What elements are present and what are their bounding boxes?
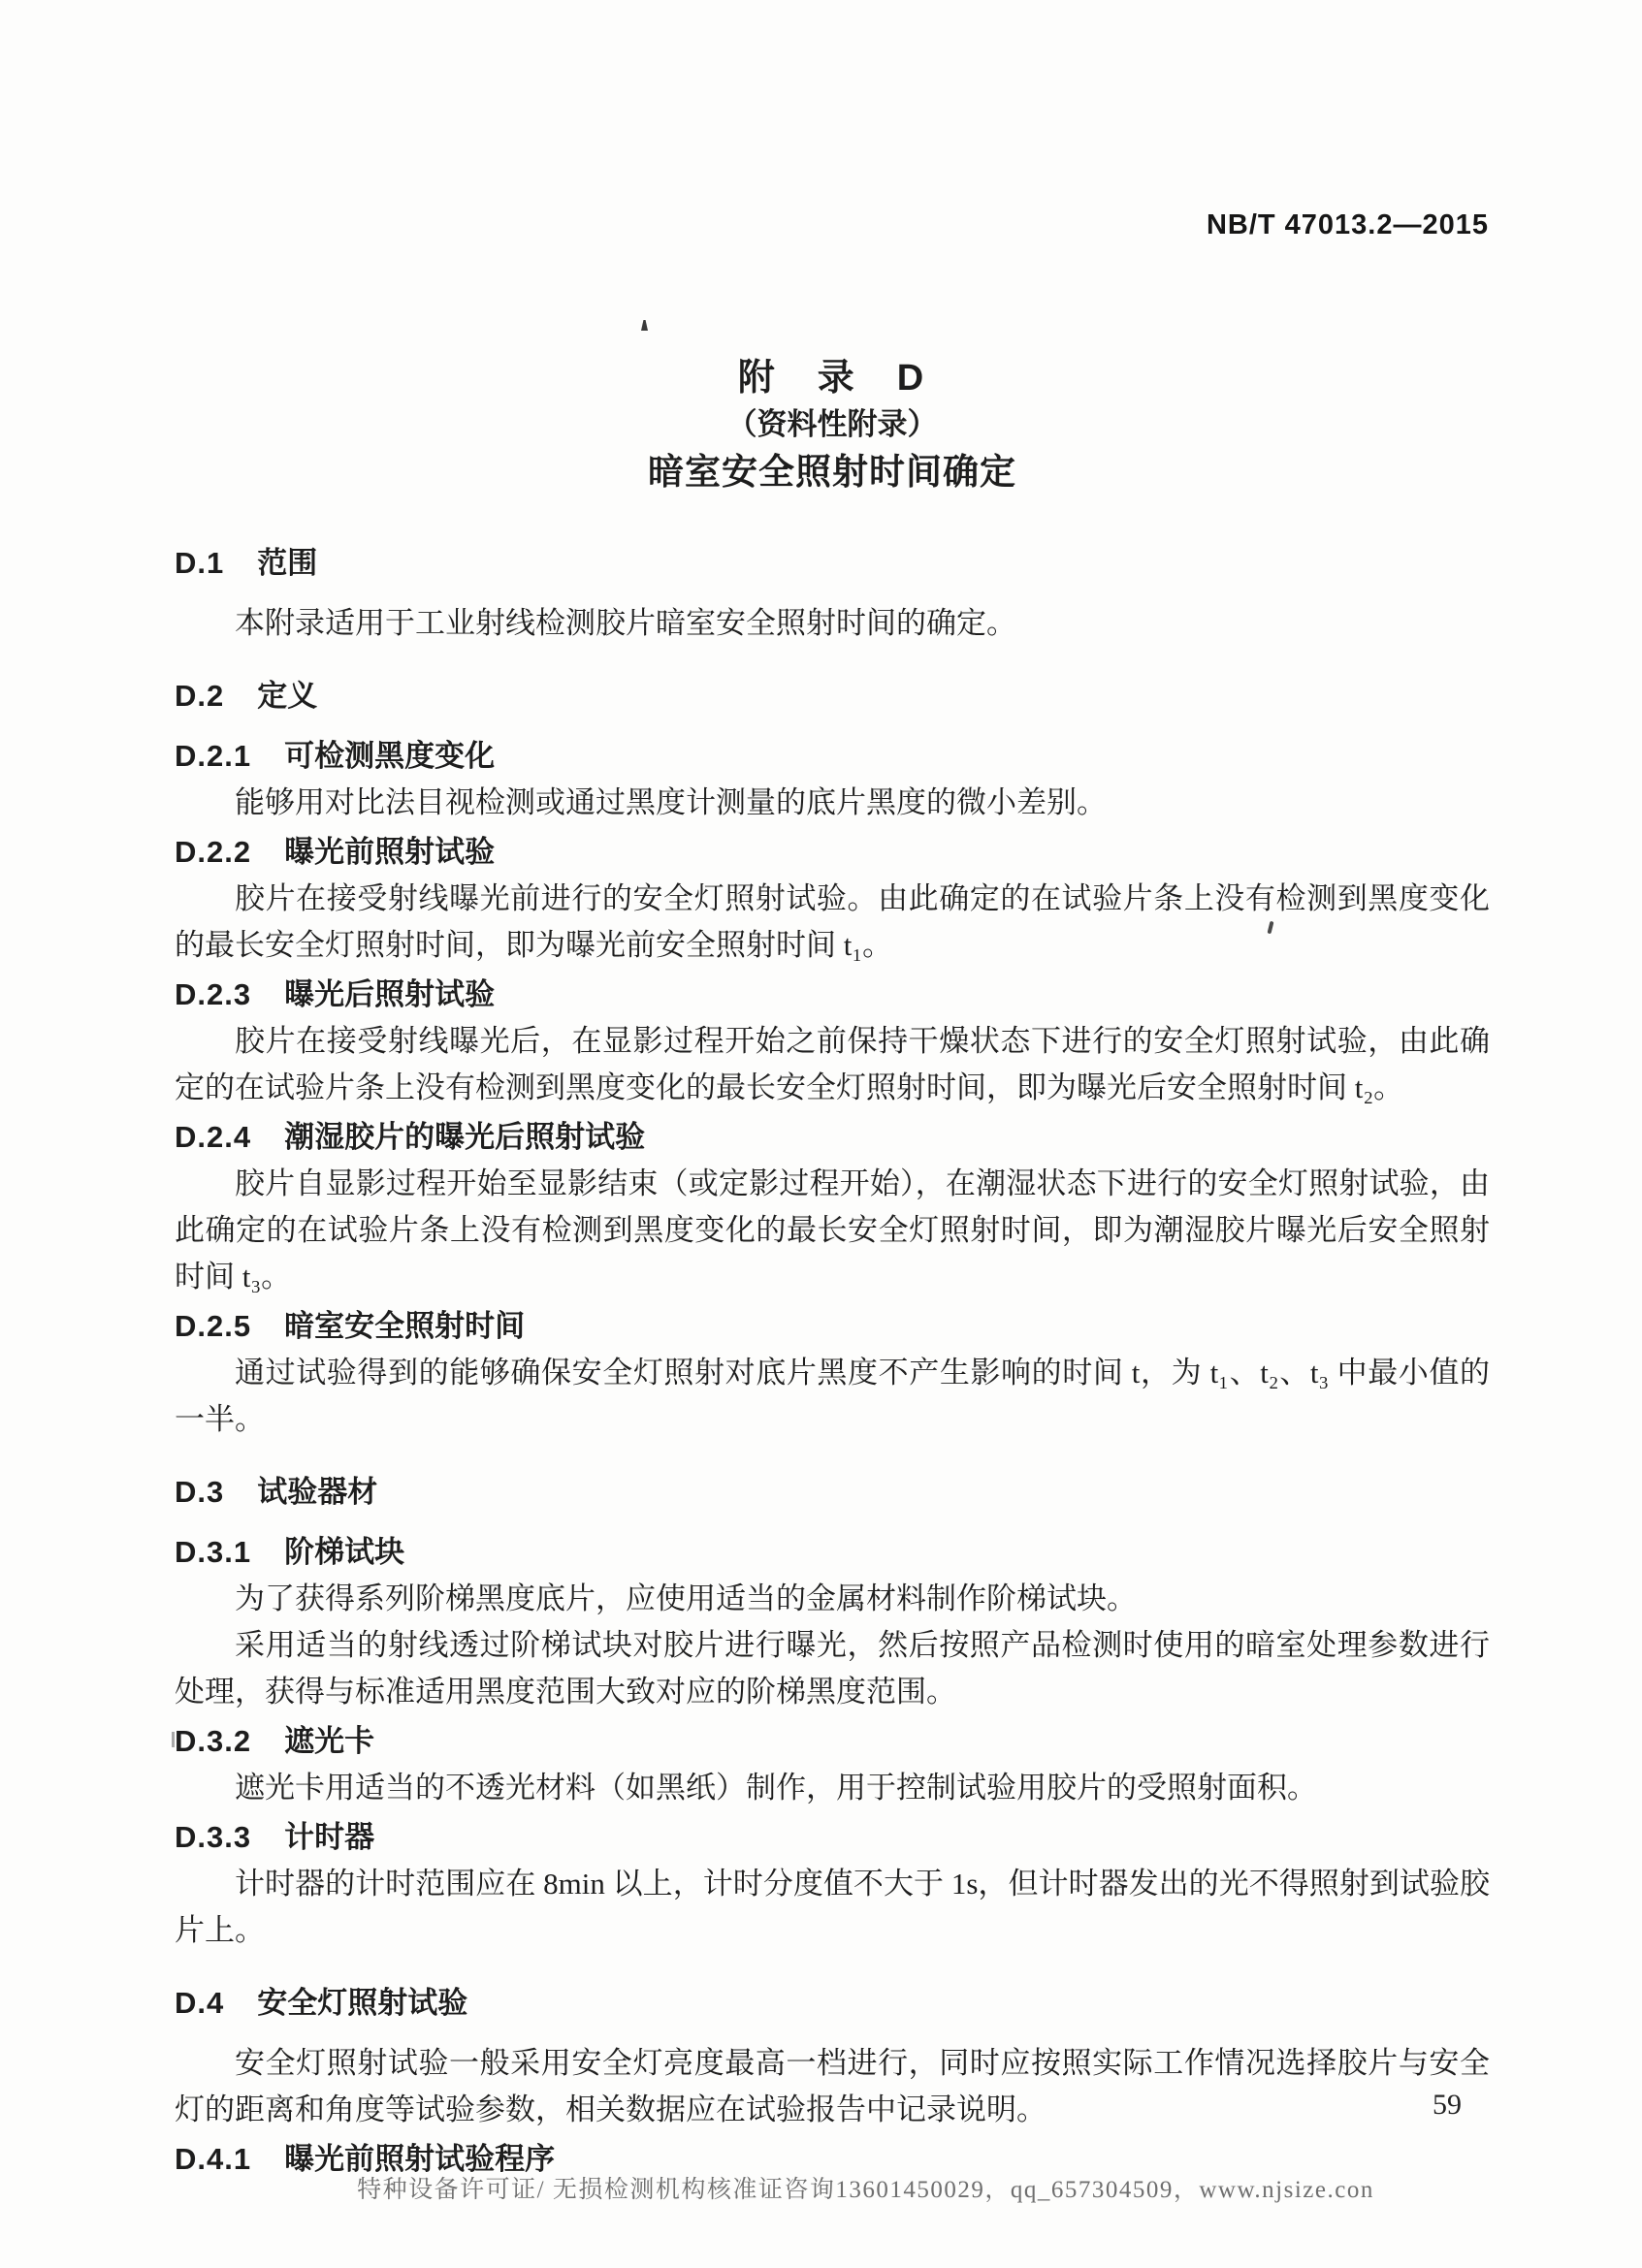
heading-title: 暗室安全照射时间	[284, 1309, 526, 1343]
heading-title: 潮湿胶片的曝光后照射试验	[284, 1120, 646, 1154]
heading-title: 遮光卡	[284, 1724, 375, 1758]
heading-number: D.1	[175, 546, 225, 580]
heading-number: D.4.1	[175, 2142, 252, 2176]
heading-number: D.3	[175, 1475, 225, 1509]
appendix-subject: 暗室安全照射时间确定	[648, 452, 1016, 492]
heading-number: D.2.4	[175, 1120, 252, 1154]
paragraph-d3-1a: 为了获得系列阶梯黑度底片，应使用适当的金属材料制作阶梯试块。	[235, 1581, 1137, 1615]
heading-number: D.2.3	[175, 977, 252, 1011]
heading-number: D.2.5	[175, 1309, 252, 1343]
paragraph-d1-scope: 本附录适用于工业射线检测胶片暗室安全照射时间的确定。	[235, 606, 1016, 640]
paragraph-d3-2: 遮光卡用适当的不透光材料（如黑纸）制作，用于控制试验用胶片的受照射面积。	[235, 1771, 1317, 1805]
paragraph-d2-4: 胶片自显影过程开始至显影结束（或定影过程开始），在潮湿状态下进行的安全灯照射试验，由此确定的在试验片条上没有检测到黑度变化的最长安全灯照射时间，即为潮湿胶片曝光后安全照射时间 t₃。	[175, 1166, 1490, 1294]
heading-number: D.2	[175, 679, 225, 713]
heading-d3-3	[175, 1814, 1490, 1861]
paragraph-d4: 安全灯照射试验一般采用安全灯亮度最高一档进行，同时应按照实际工作情况选择胶片与安全灯的距离和角度等试验参数，相关数据应在试验报告中记录说明。	[175, 2046, 1490, 2126]
heading-number: D.4	[175, 1986, 225, 2020]
paragraph-d2-5: 通过试验得到的能够确保安全灯照射对底片黑度不产生影响的时间 t，为 t₁、t₂、t₃ 中最小值的一半。	[175, 1356, 1490, 1436]
heading-d2-3	[175, 972, 1490, 1018]
page-number: 59	[1433, 2089, 1462, 2121]
paragraph-d3-1b: 采用适当的射线透过阶梯试块对胶片进行曝光，然后按照产品检测时使用的暗室处理参数进行处理，获得与标准适用黑度范围大致对应的阶梯黑度范围。	[175, 1628, 1490, 1709]
heading-title: 试验器材	[257, 1475, 378, 1509]
paragraph-d2-2: 胶片在接受射线曝光前进行的安全灯照射试验。由此确定的在试验片条上没有检测到黑度变化的最长安全灯照射时间，即为曝光前安全照射时间 t₁。	[175, 881, 1490, 962]
heading-title: 曝光后照射试验	[284, 977, 496, 1011]
heading-title: 定义	[257, 679, 318, 713]
heading-number: D.2.1	[175, 739, 252, 773]
heading-d2	[175, 673, 1490, 719]
document-body	[175, 355, 1490, 2183]
heading-title: 阶梯试块	[284, 1535, 405, 1569]
heading-d2-5	[175, 1303, 1490, 1350]
heading-number: D.3.1	[175, 1535, 252, 1569]
heading-d2-2	[175, 829, 1490, 876]
heading-d4	[175, 1980, 1490, 2027]
heading-number: D.3.2	[175, 1724, 252, 1758]
heading-d3-1	[175, 1529, 1490, 1576]
heading-d3	[175, 1469, 1490, 1516]
paragraph-d2-3: 胶片在接受射线曝光后，在显影过程开始之前保持干燥状态下进行的安全灯照射试验，由此确定的在试验片条上没有检测到黑度变化的最长安全灯照射时间，即为曝光后安全照射时间 t₂。	[175, 1024, 1490, 1104]
scan-artifact	[641, 320, 648, 331]
heading-d1	[175, 540, 1490, 587]
heading-title: 曝光前照射试验程序	[284, 2142, 556, 2176]
standard-number-header: NB/T 47013.2—2015	[1206, 209, 1489, 240]
heading-title: 范围	[257, 546, 318, 580]
heading-title: 曝光前照射试验	[284, 835, 496, 869]
heading-number: D.3.3	[175, 1820, 252, 1854]
heading-d3-2	[175, 1718, 1490, 1765]
paragraph-d3-3: 计时器的计时范围应在 8min 以上，计时分度值不大于 1s，但计时器发出的光不得照射到试验胶片上。	[175, 1867, 1490, 1947]
appendix-title-block	[175, 355, 1490, 495]
footer-watermark: 特种设备许可证/ 无损检测机构核准证咨询13601450029，qq_657304509，www.njsize.con	[357, 2177, 1374, 2203]
heading-title: 可检测黑度变化	[284, 739, 496, 773]
heading-d2-1	[175, 733, 1490, 780]
paragraph-d2-1: 能够用对比法目视检测或通过黑度计测量的底片黑度的微小差别。	[235, 785, 1107, 819]
heading-title: 计时器	[284, 1820, 375, 1854]
heading-title: 安全灯照射试验	[257, 1986, 468, 2020]
heading-number: D.2.2	[175, 835, 252, 869]
heading-d2-4	[175, 1114, 1490, 1161]
appendix-title: 附 录 D	[737, 358, 927, 399]
appendix-type-note: （资料性附录）	[726, 407, 938, 441]
